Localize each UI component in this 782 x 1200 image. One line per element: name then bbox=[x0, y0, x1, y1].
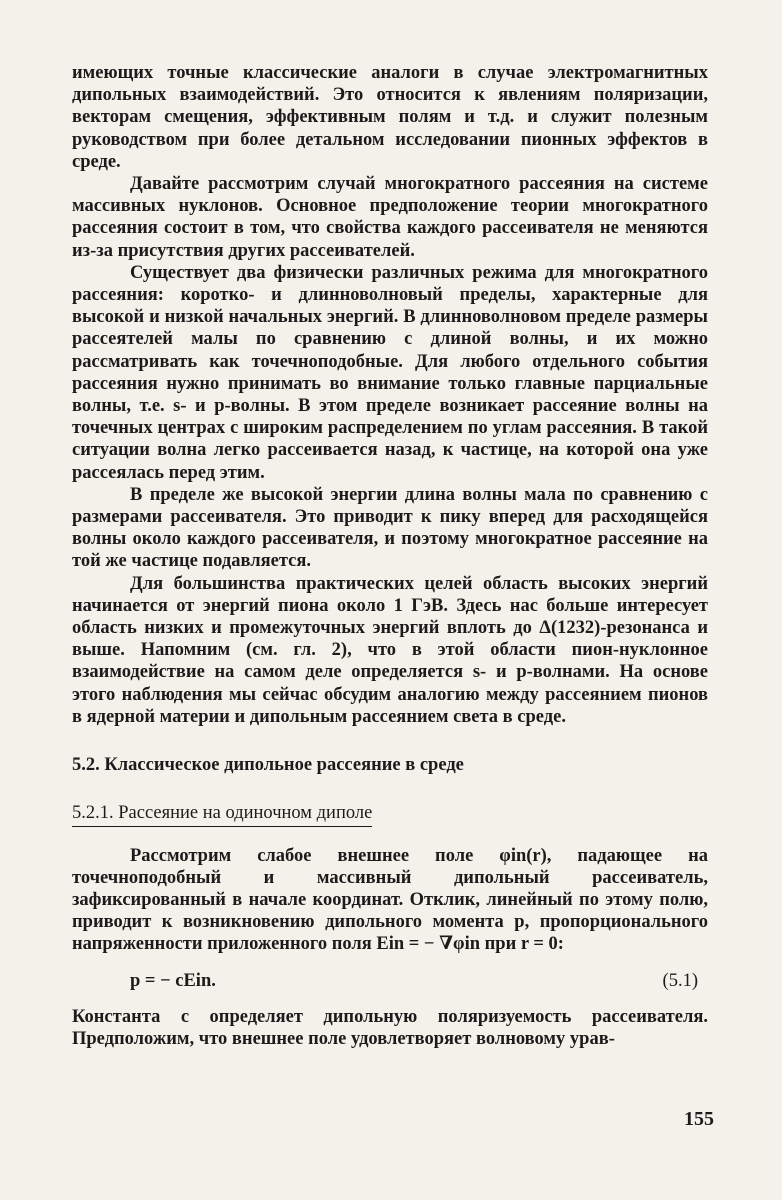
page-number: 155 bbox=[684, 1108, 714, 1130]
equation: p = − cEin. bbox=[130, 970, 216, 991]
paragraph-dipole: Рассмотрим слабое внешнее поле φin(r), падающее на точечноподобный и массивный дипольный рассеиватель, зафиксированный в начале координат. Отклик, линейный по этому полю, приводит к возникновению дипольного момента p, пропорционального напряженности приложенного поля Ein = − ∇φin при r = 0: bbox=[72, 845, 708, 955]
subsection-title: 5.2.1. Рассеяние на одиночном диполе bbox=[72, 802, 372, 826]
section-title: 5.2. Классическое дипольное рассеяние в среде bbox=[72, 755, 464, 776]
paragraph-after-equation: Константа c определяет дипольную поляризуемость рассеивателя. Предположим, что внешнее поле удовлетворяет волновому урав- bbox=[72, 1006, 708, 1049]
equation-row bbox=[72, 970, 708, 992]
paragraph-intro-3: Существует два физически различных режима для многократного рассеяния: коротко- и длинноволновый пределы, характерные для высокой и низкой начальных энергий. В длинноволновом пределе размеры рассеятелей малы по сравнению с длиной волны, и их можно рассматривать как точечноподобные. Для любого отдельного события рассеяния нужно принимать во внимание только главные парциальные волны, т.е. s- и p-волны. В этом пределе возникает рассеяние волны на точечных центрах с широким распределением по углам рассеяния. В такой ситуации волна легко рассеивается назад, к частице, на которой она уже рассеялась перед этим. bbox=[72, 262, 708, 483]
paragraph-intro-4: В пределе же высокой энергии длина волны мала по сравнению с размерами рассеивателя. Это приводит к пику вперед для расходящейся волны около каждого рассеивателя, и поэтому многократное рассеяние на той же частице подавляется. bbox=[72, 484, 708, 572]
paragraph-intro-2: Давайте рассмотрим случай многократного рассеяния на системе массивных нуклонов. Основное предположение теории многократного рассеяния состоит в том, что свойства каждого рассеивателя не меняются из-за присутствия других рассеивателей. bbox=[72, 174, 708, 261]
equation-number: (5.1) bbox=[662, 970, 698, 991]
spacer bbox=[72, 827, 708, 845]
paragraph-intro-1: имеющих точные классические аналоги в случае электромагнитных дипольных взаимодействий. Это относится к явлениям поляризации, векторам смещения, эффективным полям и т.д. и служит полезным руководством при более детальном исследовании пионных эффектов в среде. bbox=[72, 63, 708, 172]
paragraph-intro-5: Для большинства практических целей область высоких энергий начинается от энергий пиона около 1 ГэВ. Здесь нас больше интересует область низких и промежуточных энергий вплоть до Δ(1232)-резонанса и выше. Напомним (см. гл. 2), что в этой области пион-нуклонное взаимодействие на самом деле определяется s- и p-волнами. На основе этого наблюдения мы сейчас обсудим аналогию между рассеянием пионов в ядерной материи и дипольным рассеянием света в среде. bbox=[72, 573, 708, 727]
page-text bbox=[72, 62, 708, 1050]
